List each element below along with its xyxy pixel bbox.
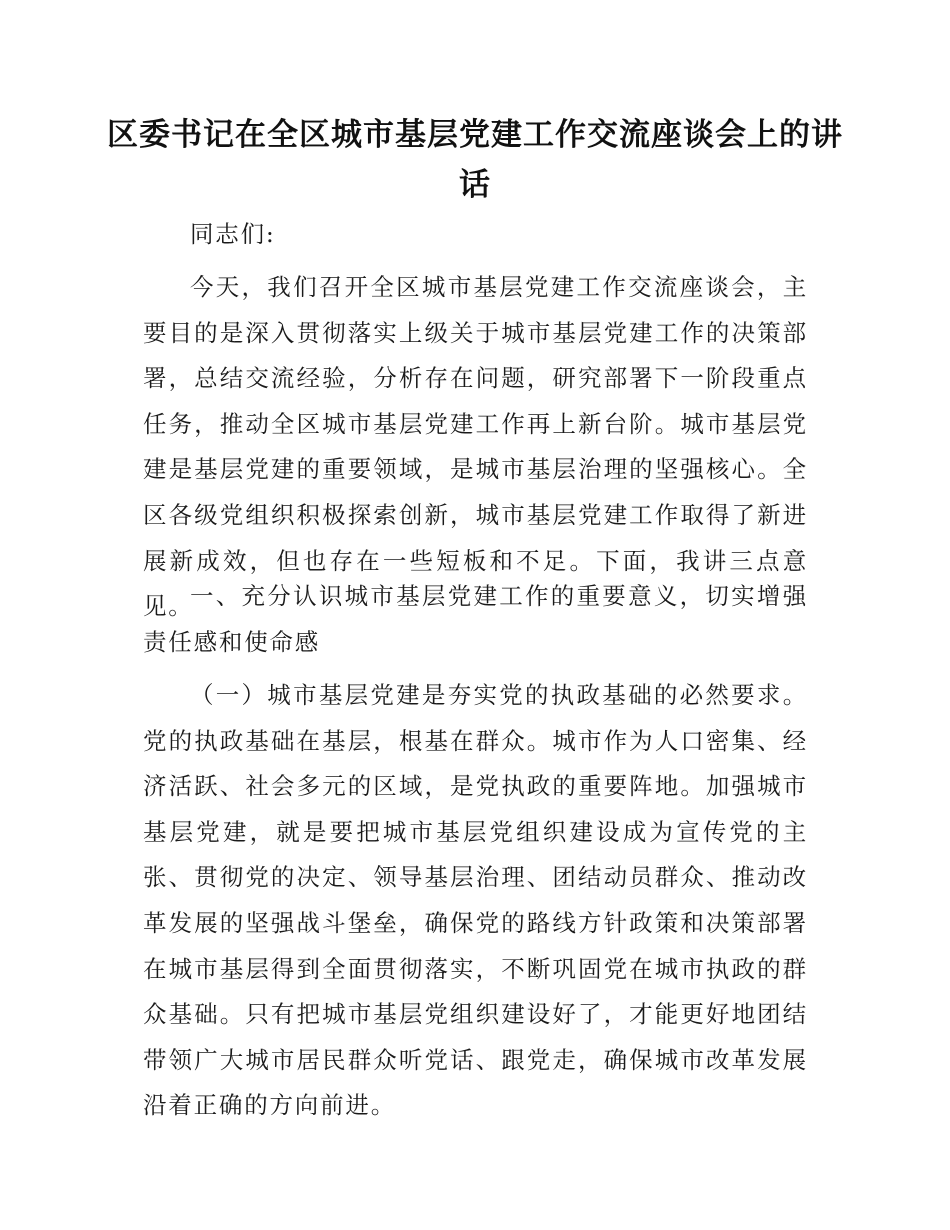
paragraph-subsection-1: （一）城市基层党建是夯实党的执政基础的必然要求。党的执政基础在基层，根基在群众。城市作为人口密集、经济活跃、社会多元的区域，是党执政的重要阵地。加强城市基层党建，就是要把城市基层党组织建设成为宣传党的主张、贯彻党的决定、领导基层治理、团结动员群众、推动改革发展的坚强战斗堡垒，确保党的路线方针政策和决策部署在城市基层得到全面贯彻落实，不断巩固党在城市执政的群众基础。只有把城市基层党组织建设好了，才能更好地团结带领广大城市居民群众听党话、跟党走，确保城市改革发展沿着正确的方向前进。 — [143, 681, 808, 1120]
document-title: 区委书记在全区城市基层党建工作交流座谈会上的讲话 — [107, 117, 843, 203]
section-heading-1: 一、充分认识城市基层党建工作的重要意义，切实增强责任感和使命感 — [143, 582, 808, 656]
salutation: 同志们: — [190, 220, 276, 248]
paragraph-intro: 今天，我们召开全区城市基层党建工作交流座谈会，主要目的是深入贯彻落实上级关于城市基层党建工作的决策部署，总结交流经验，分析存在问题，研究部署下一阶段重点任务，推动全区城市基层党建工作再上新台阶。城市基层党建是基层党建的重要领域，是城市基层治理的坚强核心。全区各级党组织积极探索创新，城市基层党建工作取得了新进展新成效，但也存在一些短板和不足。下面，我讲三点意见。 — [143, 273, 808, 621]
